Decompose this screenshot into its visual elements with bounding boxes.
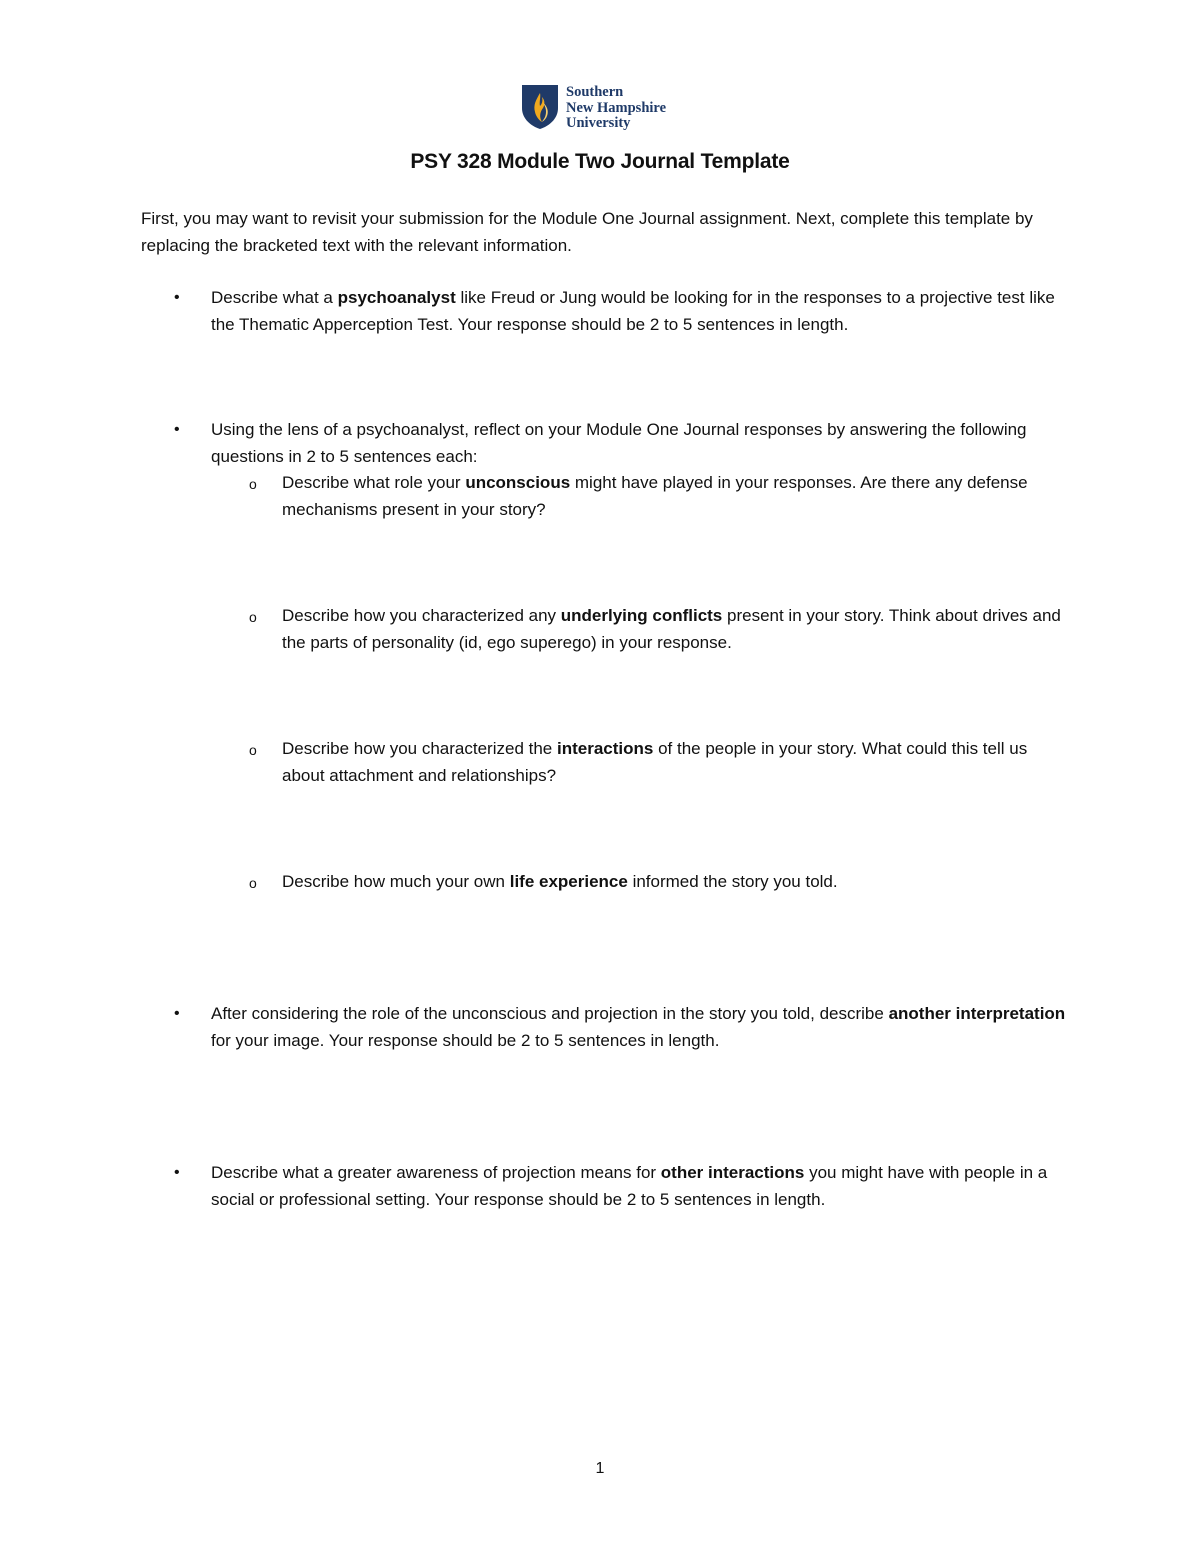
prompt-life-experience [282,869,1072,896]
logo-line-southern: Southern [566,84,624,100]
prompt-text: you might have with people in a social or professional setting. Your response should be 2 to 5 sentences in length. [211,1163,1048,1209]
prompt-text: for your image. Your response should be 2 to 5 sentences in length. [211,1030,720,1050]
bullet-marker: • [174,421,180,438]
prompt-keyword: psychoanalyst [337,288,456,307]
prompt-text: informed the story you told. [627,872,838,891]
snhu-shield-flame-icon [521,84,559,130]
prompt-text: of the people in your story. What could this tell us about attachment and relationships? [282,739,1028,785]
prompt-text: After considering the role of the unconscious and projection in the story you told, describe [211,1004,889,1023]
prompt-keyword: interactions [556,739,654,758]
prompt-keyword: underlying conflicts [560,606,723,625]
prompt-underlying-conflicts [282,603,1072,656]
logo-line-university: University [566,115,631,131]
prompt-unconscious [282,470,1072,523]
sub-bullet-marker: o [249,742,257,758]
bullet-marker: • [174,289,180,306]
page-title: PSY 328 Module Two Journal Template [410,150,790,173]
prompt-text: Describe how you characterized any [282,606,561,625]
prompt-keyword: another interpretation [888,1004,1066,1023]
bullet-marker: • [174,1164,180,1181]
prompt-psychoanalyst [211,285,1071,338]
prompt-keyword: unconscious [465,473,571,492]
prompt-keyword: life experience [509,872,628,891]
prompt-text: Describe what a greater awareness of projection means for [211,1163,661,1182]
intro-paragraph: First, you may want to revisit your submission for the Module One Journal assignment. Next, complete this template by replacing the bracketed text with the relevant information. [141,209,1033,255]
snhu-logo [521,84,666,132]
prompt-another-interpretation [211,1001,1071,1054]
prompt-reflect [211,417,1071,470]
prompt-text: might have played in your responses. Are there any defense mechanisms present in your story? [282,473,1028,519]
prompt-text: present in your story. Think about drives and the parts of personality (id, ego superego) in your response. [282,606,1061,652]
logo-wordmark [566,85,666,132]
sub-bullet-marker: o [249,609,257,625]
prompt-interactions [282,736,1072,789]
prompt-other-interactions [211,1160,1071,1213]
sub-bullet-marker: o [249,875,257,891]
prompt-text: Describe what role your [282,473,466,492]
prompt-text: Describe how much your own [282,872,510,891]
bullet-marker: • [174,1005,180,1022]
prompt-text: Using the lens of a psychoanalyst, reflect on your Module One Journal responses by answering the following questions in 2 to 5 sentences each: [211,420,1027,466]
sub-bullet-marker: o [249,476,257,492]
page-number: 1 [595,1460,605,1477]
prompt-text: like Freud or Jung would be looking for in the responses to a projective test like the Thematic Apperception Test. Your response should be 2 to 5 sentences in length. [211,288,1055,334]
logo-line-new-hampshire: New Hampshire [566,99,667,116]
prompt-text: Describe what a [211,288,338,307]
prompt-text: Describe how you characterized the [282,739,557,758]
prompt-keyword: other interactions [660,1163,805,1182]
